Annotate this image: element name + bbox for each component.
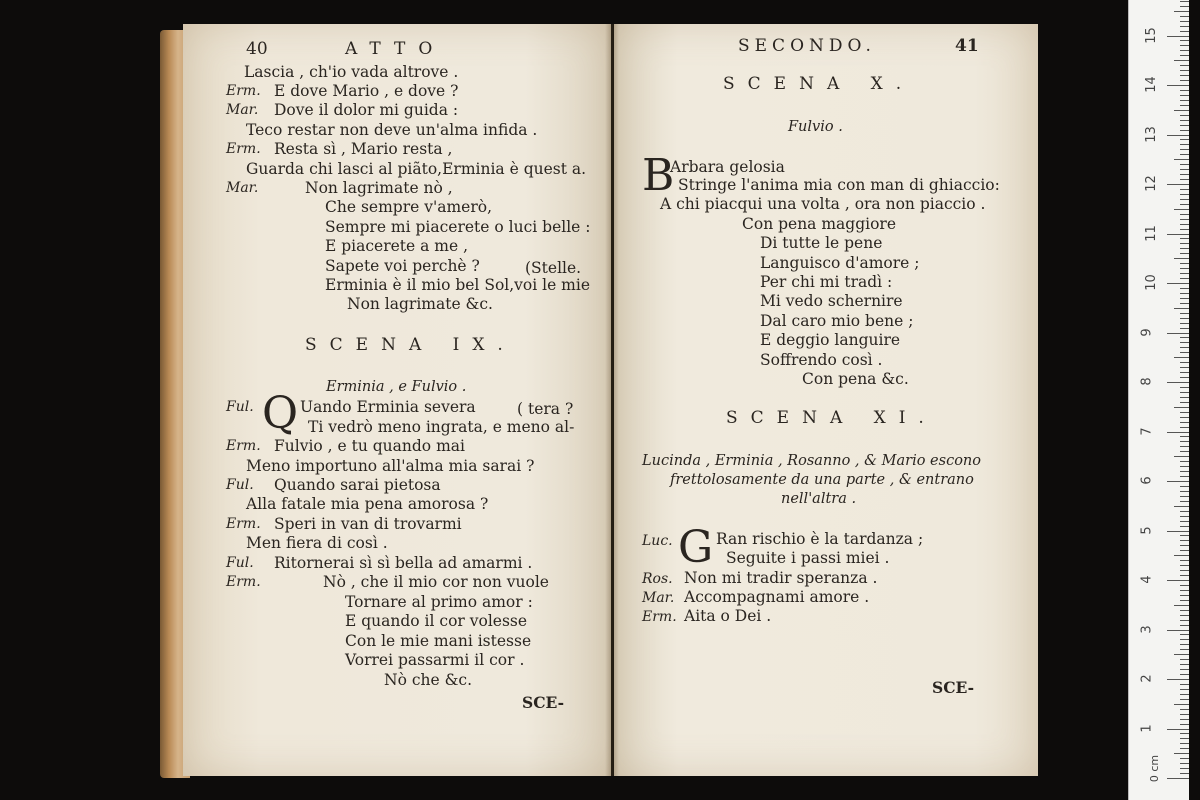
- ruler-tick: [1180, 367, 1189, 368]
- text-line: E piacerete a me ,: [325, 237, 469, 255]
- text-line: Erminia è il mio bel Sol,voi le mie: [325, 276, 591, 294]
- text-line: Teco restar non deve un'alma infida .: [246, 121, 538, 139]
- catchword-right: SCE-: [932, 678, 975, 697]
- book-gutter: [605, 24, 619, 776]
- ruler-tick: [1167, 679, 1189, 680]
- ruler-tick: [1180, 669, 1189, 670]
- text-line: Languisco d'amore ;: [760, 254, 920, 272]
- ruler-number: 7: [1139, 426, 1155, 436]
- text-line: Nò che &c.: [384, 671, 472, 689]
- ruler-tick: [1180, 570, 1189, 571]
- text-line: Guarda chi lasci al piãto,Erminia è quest a.: [246, 160, 587, 178]
- ruler-tick: [1180, 105, 1189, 106]
- ruler-number: 10: [1143, 274, 1159, 291]
- text-line: E quando il cor volesse: [345, 612, 528, 630]
- ruler-number: 2: [1139, 674, 1155, 683]
- text-line: Soffrendo così .: [760, 351, 883, 369]
- ruler-tick: [1180, 313, 1189, 314]
- ruler-tick: [1174, 753, 1189, 754]
- ruler-tick: [1180, 595, 1189, 596]
- ruler-tick: [1167, 432, 1189, 433]
- ruler-tick: [1180, 115, 1189, 116]
- scene-characters: frettolosamente da una parte , & entrano: [670, 472, 974, 488]
- ruler-tick: [1180, 189, 1189, 190]
- text-line: Arbara gelosia: [670, 158, 785, 176]
- text-line: Ritornerai sì sì bella ad amarmi .: [274, 554, 533, 572]
- drop-cap: Q: [262, 388, 299, 439]
- ruler-number: 4: [1139, 575, 1155, 584]
- text-line: Con le mie mani istesse: [345, 632, 532, 650]
- scene-heading: SCENA IX.: [305, 335, 516, 355]
- ruler-tick: [1180, 511, 1189, 512]
- ruler-tick: [1180, 303, 1189, 304]
- ruler-tick: [1180, 392, 1189, 393]
- scene-characters: Fulvio .: [788, 119, 843, 135]
- text-line: E deggio languire: [760, 331, 901, 349]
- ruler-tick: [1180, 521, 1189, 522]
- ruler-tick: [1180, 248, 1189, 249]
- ruler-tick: [1180, 214, 1189, 215]
- scene-heading: SCENA XI.: [726, 408, 937, 428]
- ruler-tick: [1174, 60, 1189, 61]
- text-line: Ran rischio è la tardanza ;: [716, 530, 924, 548]
- ruler-tick: [1180, 288, 1189, 289]
- ruler-tick: [1180, 169, 1189, 170]
- ruler-tick: [1180, 610, 1189, 611]
- ruler-tick: [1180, 144, 1189, 145]
- speaker-label: Erm.: [226, 438, 261, 454]
- text-line: Nò , che il mio cor non vuole: [323, 573, 549, 591]
- ruler-tick: [1180, 664, 1189, 665]
- ruler-tick: [1180, 342, 1189, 343]
- ruler-tick: [1180, 422, 1189, 423]
- ruler-tick: [1180, 100, 1189, 101]
- speaker-label: Luc.: [642, 533, 673, 549]
- text-line: ( tera ?: [517, 400, 574, 418]
- ruler-tick: [1180, 719, 1189, 720]
- ruler-number: 8: [1139, 377, 1155, 386]
- ruler-tick: [1180, 387, 1189, 388]
- scene-characters: Lucinda , Erminia , Rosanno , & Mario escono: [642, 453, 981, 469]
- ruler-tick: [1180, 644, 1189, 645]
- text-line: Alla fatale mia pena amorosa ?: [246, 495, 489, 513]
- text-line: Che sempre v'amerò,: [325, 198, 492, 216]
- speaker-label: Erm.: [226, 574, 261, 590]
- ruler-tick: [1180, 491, 1189, 492]
- ruler-tick: [1180, 154, 1189, 155]
- ruler-tick: [1180, 763, 1189, 764]
- ruler-tick: [1180, 253, 1189, 254]
- ruler-tick: [1167, 580, 1189, 581]
- text-line: Quando sarai pietosa: [274, 476, 441, 494]
- ruler-tick: [1180, 748, 1189, 749]
- ruler-tick: [1180, 714, 1189, 715]
- ruler-tick: [1180, 540, 1189, 541]
- ruler-tick: [1180, 758, 1189, 759]
- text-line: A chi piacqui una volta , ora non piaccio .: [660, 195, 986, 213]
- ruler-number: 9: [1139, 327, 1155, 337]
- ruler-tick: [1174, 159, 1189, 160]
- ruler-tick: [1180, 21, 1189, 22]
- ruler-tick: [1180, 620, 1189, 621]
- ruler-tick: [1180, 238, 1189, 239]
- ruler-tick: [1180, 461, 1189, 462]
- ruler-tick: [1174, 506, 1189, 507]
- text-line: Sapete voi perchè ?: [325, 257, 480, 275]
- ruler-tick: [1180, 352, 1189, 353]
- ruler-tick: [1180, 75, 1189, 76]
- text-line: Per chi mi tradì :: [760, 273, 893, 291]
- text-line: Fulvio , e tu quando mai: [274, 437, 465, 455]
- ruler-tick: [1180, 229, 1189, 230]
- ruler-tick: [1180, 243, 1189, 244]
- text-line: Lascia , ch'io vada altrove .: [244, 63, 459, 81]
- ruler-tick: [1180, 412, 1189, 413]
- speaker-label: Ful.: [226, 399, 254, 415]
- ruler-tick: [1180, 1, 1189, 2]
- ruler-tick: [1180, 45, 1189, 46]
- text-line: Con pena &c.: [802, 370, 909, 388]
- text-line: Non mi tradir speranza .: [684, 569, 878, 587]
- speaker-label: Mar.: [226, 102, 259, 118]
- ruler-tick: [1180, 130, 1189, 131]
- ruler-tick: [1180, 337, 1189, 338]
- speaker-label: Ful.: [226, 555, 254, 571]
- ruler-number: 11: [1143, 224, 1159, 242]
- ruler-tick: [1180, 496, 1189, 497]
- ruler-tick: [1180, 768, 1189, 769]
- ruler-tick: [1167, 729, 1189, 730]
- speaker-label: Erm.: [226, 516, 261, 532]
- ruler-tick: [1180, 441, 1189, 442]
- ruler-number: 1: [1139, 723, 1155, 733]
- running-head-right: SECONDO.: [738, 36, 876, 56]
- ruler-tick: [1180, 565, 1189, 566]
- speaker-label: Erm.: [226, 83, 261, 99]
- ruler-tick: [1174, 11, 1189, 12]
- ruler-tick: [1180, 674, 1189, 675]
- ruler-tick: [1180, 689, 1189, 690]
- ruler-tick: [1180, 293, 1189, 294]
- ruler-tick: [1180, 471, 1189, 472]
- text-line: Di tutte le pene: [760, 234, 883, 252]
- ruler-tick: [1174, 357, 1189, 358]
- ruler-tick: [1180, 263, 1189, 264]
- scene-heading: SCENA X.: [723, 74, 915, 94]
- ruler-tick: [1167, 333, 1189, 334]
- ruler-tick: [1180, 550, 1189, 551]
- ruler-tick: [1180, 139, 1189, 140]
- ruler-tick: [1180, 219, 1189, 220]
- scene-characters: Erminia , e Fulvio .: [326, 379, 467, 395]
- ruler-tick: [1180, 318, 1189, 319]
- ruler-tick: [1180, 65, 1189, 66]
- catchword-left: SCE-: [522, 693, 565, 712]
- ruler-tick: [1180, 535, 1189, 536]
- ruler-tick: [1180, 417, 1189, 418]
- ruler-tick: [1180, 600, 1189, 601]
- ruler-tick: [1180, 273, 1189, 274]
- ruler-tick: [1180, 328, 1189, 329]
- speaker-label: Ros.: [642, 571, 673, 587]
- measuring-ruler: [1128, 0, 1189, 800]
- ruler-tick: [1180, 436, 1189, 437]
- ruler-number: 12: [1143, 175, 1159, 192]
- text-line: Aita o Dei .: [684, 607, 772, 625]
- speaker-label: Mar.: [642, 590, 675, 606]
- ruler-tick: [1180, 466, 1189, 467]
- text-line: Con pena maggiore: [742, 215, 897, 233]
- ruler-tick: [1174, 258, 1189, 259]
- ruler-tick: [1167, 481, 1189, 482]
- text-line: Dal caro mio bene ;: [760, 312, 914, 330]
- speaker-label: Ful.: [226, 477, 254, 493]
- speaker-label: Erm.: [642, 609, 677, 625]
- ruler-tick: [1180, 179, 1189, 180]
- ruler-tick: [1180, 199, 1189, 200]
- text-line: E dove Mario , e dove ?: [274, 82, 459, 100]
- ruler-tick: [1180, 164, 1189, 165]
- ruler-tick: [1180, 733, 1189, 734]
- ruler-tick: [1180, 194, 1189, 195]
- ruler-tick: [1174, 605, 1189, 606]
- ruler-tick: [1180, 16, 1189, 17]
- ruler-tick: [1167, 36, 1189, 37]
- ruler-tick: [1180, 298, 1189, 299]
- ruler-tick: [1180, 684, 1189, 685]
- ruler-tick: [1180, 699, 1189, 700]
- ruler-number: 13: [1143, 125, 1159, 143]
- ruler-tick: [1180, 50, 1189, 51]
- text-line: Non lagrimate nò ,: [305, 179, 453, 197]
- ruler-tick: [1180, 427, 1189, 428]
- drop-cap: B: [642, 150, 675, 201]
- text-line: Non lagrimate &c.: [347, 295, 493, 313]
- ruler-tick: [1167, 531, 1189, 532]
- ruler-tick: [1174, 654, 1189, 655]
- ruler-number: 14: [1143, 76, 1159, 93]
- ruler-tick: [1180, 55, 1189, 56]
- ruler-tick: [1180, 347, 1189, 348]
- ruler-tick: [1180, 615, 1189, 616]
- ruler-tick: [1180, 694, 1189, 695]
- ruler-tick: [1167, 85, 1189, 86]
- ruler-tick: [1180, 402, 1189, 403]
- text-line: Seguite i passi miei .: [726, 549, 890, 567]
- ruler-tick: [1174, 555, 1189, 556]
- ruler-tick: [1174, 407, 1189, 408]
- ruler-tick: [1174, 110, 1189, 111]
- ruler-tick: [1180, 95, 1189, 96]
- ruler-tick: [1180, 649, 1189, 650]
- text-line: Speri in van di trovarmi: [274, 515, 462, 533]
- ruler-tick: [1180, 625, 1189, 626]
- ruler-number: 6: [1139, 476, 1155, 485]
- ruler-tick: [1180, 773, 1189, 774]
- ruler-tick: [1167, 234, 1189, 235]
- ruler-tick: [1180, 446, 1189, 447]
- ruler-tick: [1180, 224, 1189, 225]
- text-line: Uando Erminia severa: [300, 398, 476, 416]
- ruler-tick: [1180, 560, 1189, 561]
- text-line: (Stelle.: [525, 259, 582, 277]
- speaker-label: Erm.: [226, 141, 261, 157]
- speaker-label: Mar.: [226, 180, 259, 196]
- text-line: Vorrei passarmi il cor .: [345, 651, 525, 669]
- ruler-tick: [1180, 743, 1189, 744]
- ruler-tick: [1180, 585, 1189, 586]
- ruler-tick: [1180, 659, 1189, 660]
- ruler-tick: [1180, 31, 1189, 32]
- ruler-tick: [1174, 456, 1189, 457]
- ruler-tick: [1167, 184, 1189, 185]
- ruler-tick: [1180, 738, 1189, 739]
- ruler-tick: [1174, 209, 1189, 210]
- ruler-tick: [1180, 639, 1189, 640]
- ruler-tick: [1180, 575, 1189, 576]
- text-line: Accompagnami amore .: [684, 588, 870, 606]
- ruler-tick: [1180, 204, 1189, 205]
- text-line: Mi vedo schernire: [760, 292, 903, 310]
- ruler-tick: [1167, 630, 1189, 631]
- ruler-tick: [1180, 149, 1189, 150]
- ruler-tick: [1180, 323, 1189, 324]
- ruler-tick: [1180, 6, 1189, 7]
- ruler-tick: [1167, 778, 1189, 779]
- ruler-tick: [1180, 476, 1189, 477]
- ruler-tick: [1180, 724, 1189, 725]
- ruler-tick: [1180, 125, 1189, 126]
- ruler-tick: [1174, 308, 1189, 309]
- ruler-tick: [1180, 451, 1189, 452]
- ruler-tick: [1167, 135, 1189, 136]
- ruler-tick: [1180, 120, 1189, 121]
- page-number-right: 41: [955, 36, 979, 56]
- ruler-unit: 0 cm: [1148, 754, 1162, 783]
- ruler-tick: [1180, 80, 1189, 81]
- ruler-number: 3: [1139, 624, 1155, 634]
- text-line: Meno importuno all'alma mia sarai ?: [246, 457, 535, 475]
- ruler-tick: [1180, 268, 1189, 269]
- text-line: Tornare al primo amor :: [345, 593, 533, 611]
- ruler-tick: [1180, 278, 1189, 279]
- ruler-tick: [1180, 70, 1189, 71]
- ruler-tick: [1180, 90, 1189, 91]
- page-number-left: 40: [246, 39, 268, 59]
- ruler-tick: [1180, 526, 1189, 527]
- right-page: [614, 24, 1038, 776]
- scene-characters: nell'altra .: [781, 491, 857, 507]
- ruler-tick: [1180, 516, 1189, 517]
- ruler-tick: [1180, 709, 1189, 710]
- text-line: Ti vedrò meno ingrata, e meno al-: [308, 418, 575, 436]
- ruler-tick: [1180, 634, 1189, 635]
- ruler-tick: [1180, 397, 1189, 398]
- ruler-tick: [1180, 174, 1189, 175]
- ruler-tick: [1180, 362, 1189, 363]
- ruler-tick: [1180, 40, 1189, 41]
- text-line: Dove il dolor mi guida :: [274, 101, 459, 119]
- ruler-tick: [1180, 377, 1189, 378]
- text-line: Sempre mi piacerete o luci belle :: [325, 218, 591, 236]
- ruler-tick: [1180, 501, 1189, 502]
- text-line: Men fiera di così .: [246, 534, 388, 552]
- ruler-number: 15: [1143, 26, 1159, 44]
- ruler-tick: [1180, 372, 1189, 373]
- running-head-left: ATTO: [345, 39, 446, 59]
- ruler-tick: [1167, 283, 1189, 284]
- ruler-tick: [1180, 26, 1189, 27]
- ruler-tick: [1167, 382, 1189, 383]
- ruler-tick: [1174, 704, 1189, 705]
- text-line: Resta sì , Mario resta ,: [274, 140, 453, 158]
- ruler-tick: [1180, 486, 1189, 487]
- ruler-tick: [1180, 545, 1189, 546]
- text-line: Stringe l'anima mia con man di ghiaccio:: [678, 176, 1000, 194]
- ruler-number: 5: [1139, 525, 1155, 535]
- drop-cap: G: [678, 522, 714, 573]
- ruler-tick: [1180, 590, 1189, 591]
